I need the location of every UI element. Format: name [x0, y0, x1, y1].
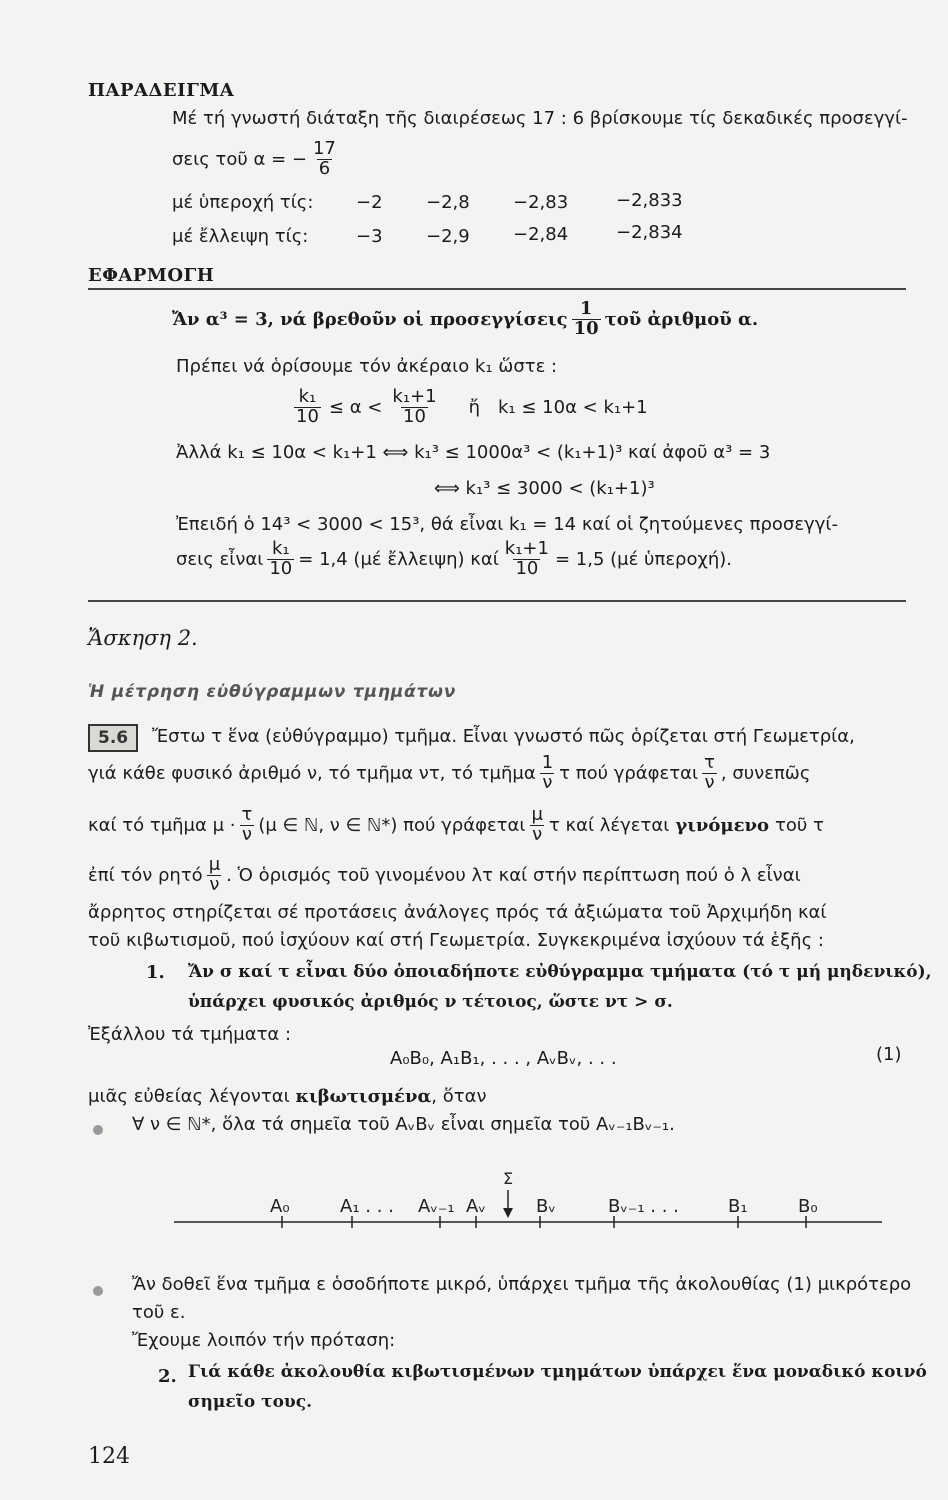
section-paragraph-line: [88, 806, 824, 845]
proposition-text: ὑπάρχει φυσικός ἀριθμός ν τέτοιος, ὥστε ντ > σ.: [188, 992, 673, 1012]
example-intro: Μέ τή γνωστή διάταξη τῆς διαιρέσεως 17 : 6 βρίσκουμε τίς δεκαδικές προσεγγί-: [172, 108, 908, 129]
fraction-denominator: 10: [403, 405, 426, 427]
fraction-numerator: μ: [208, 854, 221, 875]
application-statement: [172, 300, 758, 339]
inequality-fraction-a: [294, 388, 321, 427]
deficit-value: −2,84: [513, 224, 569, 245]
bullet-item: ∀ ν ∈ ℕ*, ὅλα τά σημεῖα τοῦ AᵥBᵥ εἶναι σημεῖα τοῦ Aᵥ₋₁Bᵥ₋₁.: [132, 1114, 675, 1135]
section-divider: [88, 288, 906, 290]
bullet-icon: [93, 1125, 103, 1135]
deficit-value: −3: [356, 226, 383, 247]
fraction-denominator: 10: [296, 405, 319, 427]
inequality-or: ἤ: [468, 396, 480, 418]
text-span: καί τό τμῆμα μ ·: [88, 814, 236, 836]
diagram-label: B₁: [728, 1196, 748, 1217]
diagram-label: Bᵥ₋₁ . . .: [608, 1196, 679, 1217]
diagram-label: Aᵥ₋₁: [418, 1196, 455, 1217]
diagram-label: B₀: [798, 1196, 818, 1217]
inequality-middle: ≤ α <: [328, 396, 383, 418]
proposition-number: 2.: [158, 1366, 177, 1387]
fraction: [240, 806, 255, 845]
down-arrow-icon: [503, 1208, 513, 1218]
text-span: τοῦ τ: [775, 814, 824, 836]
fraction-numerator: 1: [541, 752, 554, 773]
since-line: Ἐπειδή ὁ 14³ < 3000 < 15³, θά εἶναι k₁ = 14 καί οἱ ζητούμενες προσεγγί-: [176, 514, 838, 535]
deficit-value: −2,834: [616, 222, 683, 243]
fraction: [702, 754, 717, 793]
diagram-label: Aᵥ: [466, 1196, 486, 1217]
diagram-label: Bᵥ: [536, 1196, 556, 1217]
text-span: μιᾶς εὐθείας λέγονται: [88, 1086, 290, 1107]
excess-value: −2,83: [513, 192, 569, 213]
application-line1: Πρέπει νά ὁρίσουμε τόν ἀκέραιο k₁ ὥστε :: [176, 356, 558, 377]
fraction-numerator: k₁: [298, 386, 317, 407]
also-line: Ἐξάλλου τά τμήματα :: [88, 1024, 292, 1045]
fraction: [529, 806, 544, 845]
proposition-text: Γιά κάθε ἀκολουθία κιβωτισμένων τμημάτων ὑπάρχει ἕνα μοναδικό κοινό: [188, 1362, 927, 1382]
text-span: τ πού γράφεται: [559, 762, 699, 784]
proposition-text: Ἄν σ καί τ εἶναι δύο ὁποιαδήποτε εὐθύγραμμα τμήματα (τό τ μή μηδενικό),: [188, 962, 932, 982]
exercise-title: Ἄσκηση 2.: [88, 626, 198, 650]
page-number: 124: [88, 1444, 130, 1469]
fraction-denominator: ν: [542, 771, 553, 793]
equation-number: (1): [876, 1044, 902, 1065]
section-paragraph-line: Ἔστω τ ἕνα (εὐθύγραμμο) τμῆμα. Εἶναι γνωστό πῶς ὁρίζεται στή Γεωμετρία,: [152, 726, 855, 747]
example-alpha-line: [172, 140, 342, 179]
nested-definition-line: [88, 1086, 487, 1107]
inequality-right: k₁ ≤ 10α < k₁+1: [498, 396, 648, 418]
fraction-denominator: ν: [209, 873, 220, 895]
fraction-denominator: 10: [573, 317, 599, 339]
text-span: , ὅταν: [431, 1086, 487, 1107]
bold-term: γινόμενο: [675, 814, 770, 836]
section-paragraph-line: ἄρρητος στηρίζεται σέ προτάσεις ἀνάλογες πρός τά ἀξιώματα τοῦ Ἀρχιμήδη καί: [88, 902, 827, 923]
text-span: , συνεπῶς: [720, 762, 811, 784]
result-fraction-2: [503, 540, 551, 579]
section-title: Ἡ μέτρηση εὐθύγραμμων τμημάτων: [88, 682, 457, 702]
section-number-box: 5.6: [88, 724, 138, 752]
sequence-formula: A₀B₀, A₁B₁, . . . , AᵥBᵥ, . . .: [390, 1048, 617, 1069]
text-span: ἐπί τόν ρητό: [88, 864, 203, 886]
excess-label: μέ ὑπεροχή τίς:: [172, 192, 314, 213]
result-text: σεις εἶναι: [176, 548, 264, 570]
have-line: Ἔχουμε λοιπόν τήν πρόταση:: [132, 1330, 396, 1351]
text-span: (μ ∈ ℕ, ν ∈ ℕ*) πού γράφεται: [258, 814, 526, 836]
fraction-denominator: ν: [532, 823, 543, 845]
section-divider: [88, 600, 906, 602]
excess-value: −2,8: [426, 192, 470, 213]
equiv-line: ⟺ k₁³ ≤ 3000 < (k₁+1)³: [434, 478, 655, 499]
fraction-denominator: 10: [515, 557, 539, 579]
proposition-number: 1.: [146, 962, 165, 983]
example-heading: ΠΑΡΑΔΕΙΓΜΑ: [88, 80, 235, 101]
fraction-denominator: 10: [269, 557, 293, 579]
fraction-numerator: μ: [531, 804, 543, 825]
example-alpha-text: σεις τοῦ α = −: [172, 148, 307, 170]
result-text-end: = 1,5 (μέ ὑπεροχή).: [554, 548, 733, 570]
fraction: [540, 754, 555, 793]
excess-value: −2: [356, 192, 383, 213]
result-fraction-1: [267, 540, 294, 579]
statement-fraction: [572, 300, 601, 339]
section-paragraph-line: τοῦ κιβωτισμοῦ, πού ἰσχύουν καί στή Γεωμετρία. Συγκεκριμένα ἰσχύουν τά ἑξῆς :: [88, 930, 824, 951]
fraction-numerator: k₁+1: [392, 386, 437, 407]
section-paragraph-line: [88, 856, 801, 895]
nested-segments-diagram: [170, 1160, 890, 1240]
diagram-label: A₁ . . .: [340, 1196, 394, 1217]
fraction-numerator: k₁+1: [504, 538, 549, 559]
fraction-denominator: 6: [318, 157, 331, 179]
fraction-numerator: τ: [241, 804, 253, 825]
example-alpha-fraction: [311, 140, 338, 179]
fraction-numerator: τ: [704, 752, 715, 773]
deficit-label: μέ ἔλλειψη τίς:: [172, 226, 309, 247]
statement-text: Ἄν α³ = 3, νά βρεθοῦν οἱ προσεγγίσεις: [172, 308, 568, 330]
result-text-mid: = 1,4 (μέ ἔλλειψη) καί: [298, 548, 499, 570]
fraction-denominator: ν: [704, 771, 715, 793]
application-heading: ΕΦΑΡΜΟΓΗ: [88, 265, 215, 286]
deficit-value: −2,9: [426, 226, 470, 247]
fraction-numerator: 1: [579, 298, 593, 319]
inequality-fraction-b: [390, 388, 438, 427]
text-span: . Ὁ ὁρισμός τοῦ γινομένου λτ καί στήν περίπτωση πού ὁ λ εἶναι: [226, 864, 801, 886]
result-line: [176, 540, 732, 579]
statement-text-end: τοῦ ἀριθμοῦ α.: [604, 308, 759, 330]
diagram-label: A₀: [270, 1196, 290, 1217]
proposition-text: σημεῖο τους.: [188, 1392, 312, 1412]
fraction-numerator: 17: [312, 138, 336, 159]
fraction-denominator: ν: [241, 823, 252, 845]
bold-term: κιβωτισμένα: [295, 1086, 432, 1107]
bullet-icon: [93, 1286, 103, 1296]
section-paragraph-line: [88, 754, 810, 793]
fraction: [207, 856, 222, 895]
text-span: τ καί λέγεται: [548, 814, 670, 836]
but-line: Ἀλλά k₁ ≤ 10α < k₁+1 ⟺ k₁³ ≤ 1000α³ < (k₁+1)³ καί ἀφοῦ α³ = 3: [176, 442, 771, 463]
text-span: γιά κάθε φυσικό ἀριθμό ν, τό τμῆμα ντ, τό τμῆμα: [88, 762, 536, 784]
bullet-item-cont: τοῦ ε.: [132, 1302, 186, 1323]
bullet-item: Ἄν δοθεῖ ἕνα τμῆμα ε ὁσοδήποτε μικρό, ὑπάρχει τμῆμα τῆς ἀκολουθίας (1) μικρότερο: [132, 1274, 912, 1295]
fraction-numerator: k₁: [271, 538, 290, 559]
excess-value: −2,833: [616, 190, 683, 211]
sigma-label: Σ: [502, 1169, 514, 1188]
inequality-line: [290, 388, 648, 427]
